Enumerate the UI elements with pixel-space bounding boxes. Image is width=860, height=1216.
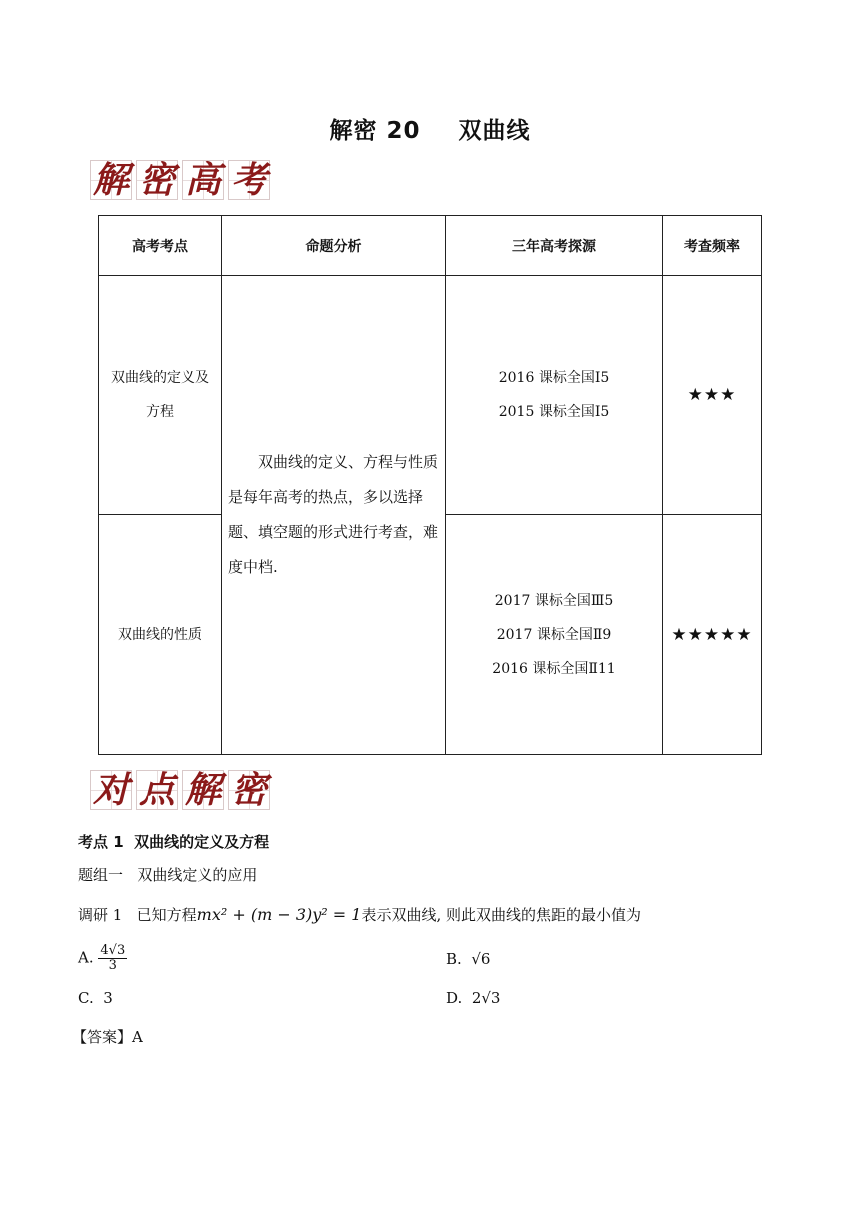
header-sources: 三年高考探源	[446, 216, 663, 276]
banner-char: 密	[136, 160, 178, 200]
banner-duidian-jiemi	[90, 770, 270, 810]
header-analysis: 命题分析	[222, 216, 446, 276]
exam-analysis-table	[98, 215, 762, 755]
table-cell-analysis: 双曲线的定义、方程与性质是每年高考的热点，多以选择题、填空题的形式进行考查，难度中档.	[222, 276, 446, 755]
fraction: $\frac{4√3}{3}$	[100, 943, 126, 973]
group-heading: 题组一 双曲线定义的应用	[78, 866, 258, 884]
equation: mx² + (m − 3)y² = 1	[196, 905, 362, 924]
option-c: C. 3	[78, 989, 113, 1007]
table-cell-stars: ★★★	[663, 276, 762, 515]
banner-jiemi-gaokao	[90, 160, 270, 200]
banner-char: 密	[228, 770, 270, 810]
banner-char: 高	[182, 160, 224, 200]
banner-char: 解	[182, 770, 224, 810]
header-point: 高考考点	[99, 216, 222, 276]
option-a: A. $\frac{4√3}{3}$	[78, 943, 126, 973]
option-b: B. √6	[446, 950, 491, 968]
page-title	[0, 112, 860, 145]
banner-char: 考	[228, 160, 270, 200]
table-cell-point: 双曲线的定义及 方程	[99, 276, 222, 515]
answer: 【答案】A	[72, 1028, 143, 1046]
table-cell-stars: ★★★★★	[663, 515, 762, 755]
banner-char: 解	[90, 160, 132, 200]
banner-char: 点	[136, 770, 178, 810]
question-stem: 调研 1 已知方程mx² + (m − 3)y² = 1表示双曲线, 则此双曲线的焦距的最小值为	[78, 905, 641, 924]
table-cell-point: 双曲线的性质	[99, 515, 222, 755]
section-heading: 考点 1 双曲线的定义及方程	[78, 833, 270, 851]
table-cell-sources: 2017 课标全国Ⅲ5 2017 课标全国Ⅱ9 2016 课标全国Ⅱ11	[446, 515, 663, 755]
question-label: 调研 1	[78, 906, 123, 924]
header-frequency: 考查频率	[663, 216, 762, 276]
option-d: D. 2√3	[446, 989, 501, 1007]
title-name: 双曲线	[458, 118, 531, 144]
banner-char: 对	[90, 770, 132, 810]
title-prefix: 解密 20	[329, 118, 421, 144]
table-cell-sources: 2016 课标全国Ⅰ5 2015 课标全国Ⅰ5	[446, 276, 663, 515]
